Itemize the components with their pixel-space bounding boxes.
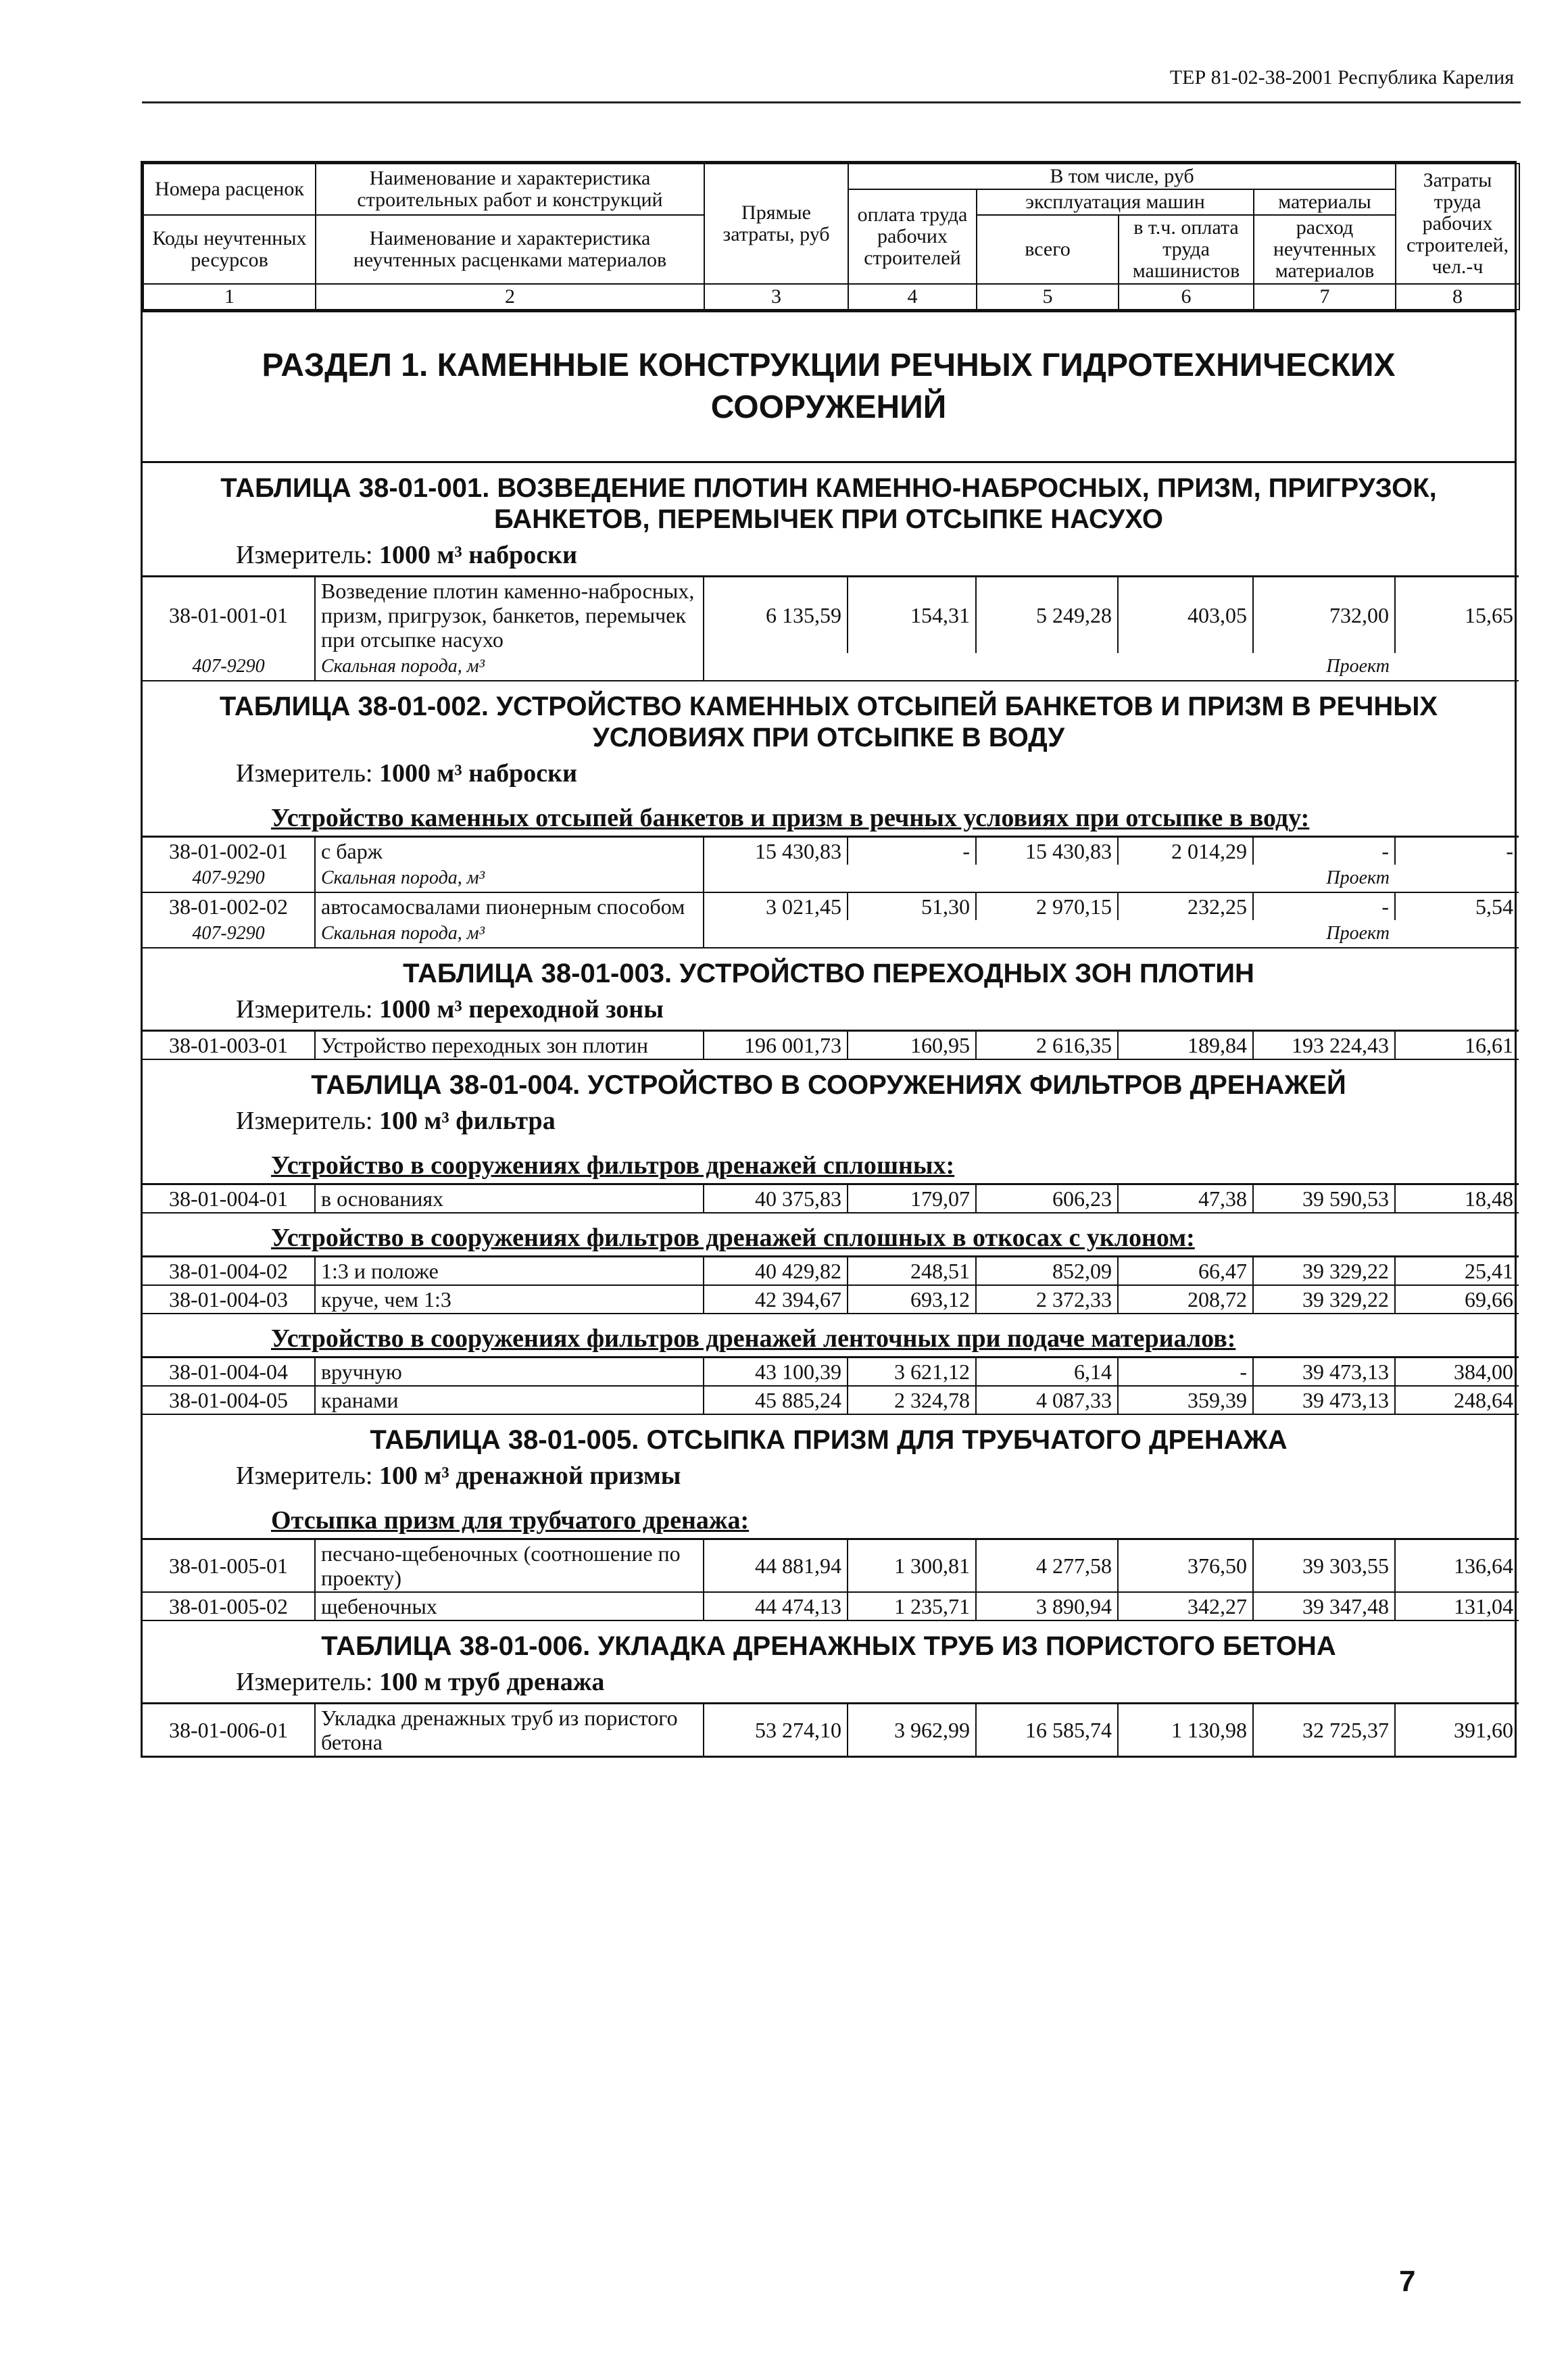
table-subheading: Устройство каменных отсыпей банкетов и призм в речных условиях при отсыпке в воду: [271,804,1310,832]
table-row: 38-01-001-01 Возведение плотин каменно-набросных, призм, пригрузок, банкетов, перемычек при отсыпке насухо 6 135,59 154,31 5 249,28 403,05 732,00 15,65 [143,577,1519,654]
col-number: 1 [143,284,316,310]
col-header-material-name: Наименование и характеристика неучтенных расценками материалов [316,215,704,284]
col-header-material-consumption: расход неучтенных материалов [1254,215,1396,284]
col-header-rate-numbers: Номера расценок [143,164,316,215]
measure-unit: Измеритель: 1000 м³ наброски [236,541,577,569]
col-header-worker-pay: оплата труда рабочих строителей [848,189,977,284]
rate-table [143,1356,1519,1415]
table-title: ТАБЛИЦА 38-01-001. ВОЗВЕДЕНИЕ ПЛОТИН КАМЕННО-НАБРОСНЫХ, ПРИЗМ, ПРИГРУЗОК, БАНКЕТОВ, ПЕРЕМЫЧЕК ПРИ ОТСЫПКЕ НАСУХО [220,473,1437,534]
col-number: 7 [1254,284,1396,310]
resource-row: 407-9290 Скальная порода, м³ Проект [143,865,1519,892]
rate-table [143,1255,1519,1314]
col-header-operator-pay: в т.ч. оплата труда машинистов [1119,215,1254,284]
col-header-machine-operation: эксплуатация машин [977,189,1254,215]
col-header-including: В том числе, руб [848,164,1396,189]
table-row: 38-01-004-05 кранами 45 885,24 2 324,78 4 087,33 359,39 39 473,13 248,64 [143,1386,1519,1414]
col-number: 6 [1119,284,1254,310]
table-title: ТАБЛИЦА 38-01-004. УСТРОЙСТВО В СООРУЖЕНИЯХ ФИЛЬТРОВ ДРЕНАЖЕЙ [311,1070,1346,1100]
rate-table [143,1702,1519,1756]
measure-unit: Измеритель: 1000 м³ наброски [236,759,577,788]
table-subheading: Устройство в сооружениях фильтров дренажей сплошных в откосах с уклоном: [271,1224,1195,1252]
measure-unit: Измеритель: 1000 м³ переходной зоны [236,995,664,1024]
table-title: ТАБЛИЦА 38-01-003. УСТРОЙСТВО ПЕРЕХОДНЫХ ЗОН ПЛОТИН [403,959,1254,988]
table-row: 38-01-005-02 щебеночных 44 474,13 1 235,71 3 890,94 342,27 39 347,48 131,04 [143,1592,1519,1620]
table-subheading: Отсыпка призм для трубчатого дренажа: [271,1506,750,1535]
price-table [141,161,1517,1758]
table-row: 38-01-002-01 с барж 15 430,83 - 15 430,83 2 014,29 - - [143,837,1519,865]
table-subheading: Устройство в сооружениях фильтров дренажей ленточных при подаче материалов: [271,1324,1236,1353]
rate-table [143,836,1519,948]
table-row: 38-01-004-04 вручную 43 100,39 3 621,12 6,14 - 39 473,13 384,00 [143,1357,1519,1387]
table-title: ТАБЛИЦА 38-01-002. УСТРОЙСТВО КАМЕННЫХ ОТСЫПЕЙ БАНКЕТОВ И ПРИЗМ В РЕЧНЫХ УСЛОВИЯХ ПРИ ОТСЫПКЕ В ВОДУ [219,692,1438,752]
table-row: 38-01-006-01 Укладка дренажных труб из пористого бетона 53 274,10 3 962,99 16 585,74 1 130,98 32 725,37 391,60 [143,1704,1519,1756]
col-number: 5 [977,284,1119,310]
col-number: 8 [1396,284,1519,310]
table-row: 38-01-004-01 в основаниях 40 375,83 179,07 606,23 47,38 39 590,53 18,48 [143,1184,1519,1213]
section-title: РАЗДЕЛ 1. КАМЕННЫЕ КОНСТРУКЦИИ РЕЧНЫХ ГИДРОТЕХНИЧЕСКИХ СООРУЖЕНИЙ [143,310,1515,463]
rate-table [143,1183,1519,1213]
measure-unit: Измеритель: 100 м³ дренажной призмы [236,1462,681,1490]
table-subheading: Устройство в сооружениях фильтров дренажей сплошных: [271,1151,955,1180]
col-number: 3 [704,284,848,310]
table-row: 38-01-004-02 1:3 и положе 40 429,82 248,51 852,09 66,47 39 329,22 25,41 [143,1257,1519,1286]
col-number: 2 [316,284,704,310]
measure-unit: Измеритель: 100 м труб дренажа [236,1668,605,1696]
header-divider [142,101,1521,103]
measure-unit: Измеритель: 100 м³ фильтра [236,1107,556,1135]
rate-table [143,1030,1519,1060]
col-header-work-name: Наименование и характеристика строительных работ и конструкций [316,164,704,215]
table-title: ТАБЛИЦА 38-01-005. ОТСЫПКА ПРИЗМ ДЛЯ ТРУБЧАТОГО ДРЕНАЖА [370,1425,1288,1455]
col-header-resource-codes: Коды неучтенных ресурсов [143,215,316,284]
table-row: 38-01-003-01 Устройство переходных зон плотин 196 001,73 160,95 2 616,35 189,84 193 224,43 16,61 [143,1031,1519,1060]
rate-table [143,575,1519,681]
col-header-materials: материалы [1254,189,1396,215]
column-header-table [143,163,1520,310]
rate-table [143,1538,1519,1621]
resource-row: 407-9290 Скальная порода, м³ Проект [143,920,1519,948]
resource-row: 407-9290 Скальная порода, м³ Проект [143,653,1519,681]
table-row: 38-01-002-02 автосамосвалами пионерным способом 3 021,45 51,30 2 970,15 232,25 - 5,54 [143,892,1519,920]
col-header-machine-total: всего [977,215,1119,284]
col-header-direct-costs: Прямые затраты, руб [704,164,848,284]
table-row: 38-01-004-03 круче, чем 1:3 42 394,67 693,12 2 372,33 208,72 39 329,22 69,66 [143,1285,1519,1314]
table-title: ТАБЛИЦА 38-01-006. УКЛАДКА ДРЕНАЖНЫХ ТРУБ ИЗ ПОРИСТОГО БЕТОНА [321,1631,1336,1661]
col-header-labor-hours: Затраты труда рабочих строителей, чел.-ч [1396,164,1519,284]
table-row: 38-01-005-01 песчано-щебеночных (соотношение по проекту) 44 881,94 1 300,81 4 277,58 376,50 39 303,55 136,64 [143,1539,1519,1593]
document-reference: ТЕР 81-02-38-2001 Республика Карелия [1169,66,1514,89]
page-number: 7 [1399,2265,1416,2298]
col-number: 4 [848,284,977,310]
